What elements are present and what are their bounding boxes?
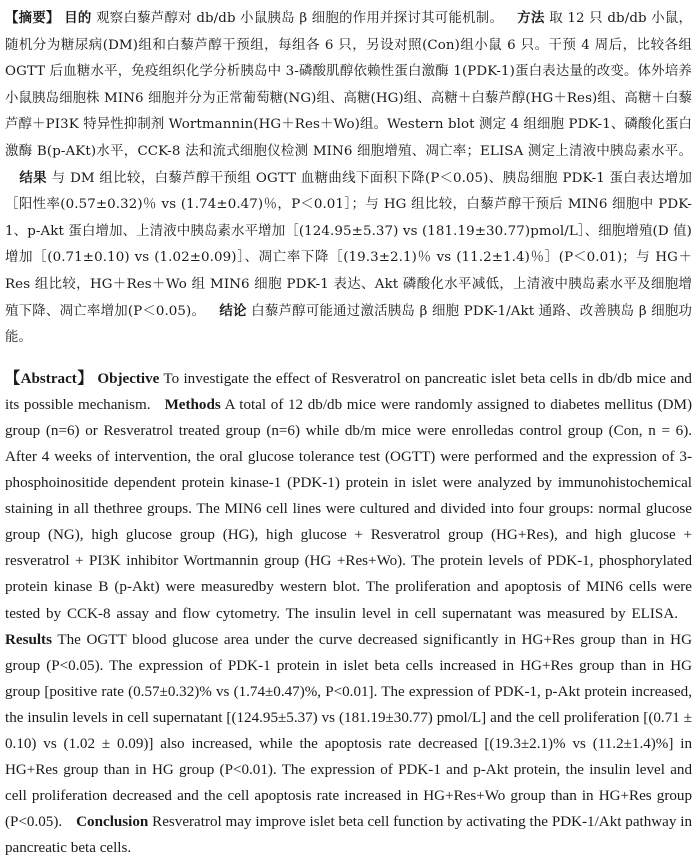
english-objective-heading: Objective: [97, 370, 160, 387]
english-conclusion-heading: Conclusion: [76, 814, 149, 831]
chinese-conclusion-text: 白藜芦醇可能通过激活胰岛 β 细胞 PDK-1/Akt 通路、改善胰岛 β 细胞功能。: [5, 303, 693, 346]
english-results-text: The OGTT blood glucose area under the curve decreased significantly in HG+Res group than in HG group (P<0.05). The expression of PDK-1 protein in islet beta cells increased in HG+Res group than in HG group [positive rate (0.57±0.32)% vs (1.74±0.47)%, P<0.01]. The expression of PDK-1, p-Akt protein increased, the insulin levels in cell supernatant [(124.95±5.37) vs (181.19±30.77) pmol/L] and the cell proliferation [(0.71 ± 0.10) vs (1.02 ± 0.09)] also increased, while the apoptosis rate decreased [(19.3±2.1)% vs (11.2±1.4)%] in HG+Res group than in HG group (P<0.01). The expression of PDK-1 and p-Akt protein, the insulin level and cell proliferation decreased and the cell apoptosis rate increased in HG+Res+Wo group than in HG+Res group (P<0.05).: [5, 631, 692, 831]
chinese-methods-text: 取 12 只 db/db 小鼠，随机分为糖尿病(DM)组和白藜芦醇干预组，每组各 6 只，另设对照(Con)组小鼠 6 只。干预 4 周后，比较各组 OGTT 后血糖水平，免疫组织化学分析胰岛中 3-磷酸肌醇依赖性蛋白激酶 1(PDK-1)蛋白表达量的改变。体外培养小鼠胰岛细胞株 MIN6 细胞并分为正常葡萄糖(NG)组、高糖(HG)组、高糖＋白藜芦醇(HG＋Res)组、高糖＋白藜芦醇＋PI3K 特异性抑制剂 Wortmannin(HG＋Res＋Wo)组。Western blot 测定 4 组细胞 PDK-1、磷酸化蛋白激酶 B(p-AKt)水平，CCK-8 法和流式细胞仪检测 MIN6 细胞增殖、凋亡率；ELISA 测定上清液中胰岛素水平。: [5, 11, 693, 159]
english-results-heading: Results: [5, 631, 52, 648]
chinese-results-heading: 结果: [19, 170, 47, 186]
chinese-abstract: [5, 6, 692, 352]
chinese-results-text: 与 DM 组比较，白藜芦醇干预组 OGTT 血糖曲线下面积下降(P＜0.05)、胰岛细胞 PDK-1 蛋白表达增加［阳性率(0.57±0.32)％ vs (1.74±0.47)％，P＜0.01］；与 HG 组比较，白藜芦醇干预后 MIN6 细胞中 PDK-1、p-Akt 蛋白增加、上清液中胰岛素水平增加［(124.95±5.37) vs (181.19±30.77)pmol/L］、细胞增殖(D 值)增加［(0.71±0.10) vs (1.02±0.09)］、凋亡率下降［(19.3±2.1)％ vs (11.2±1.4)％］(P＜0.01)；与 HG＋Res 组比较，HG＋Res＋Wo 组 MIN6 细胞 PDK-1 表达、Akt 磷酸化水平减低，上清液中胰岛素水平及细胞增殖下降、凋亡率增加(P＜0.05)。: [5, 170, 693, 319]
english-methods-heading: Methods: [164, 396, 221, 413]
chinese-objective-heading: 目的: [64, 11, 92, 26]
chinese-abstract-label: 【摘要】: [5, 11, 60, 26]
english-objective-text: To investigate the effect of Resveratrol on pancreatic islet beta cells in db/db mice and its possible mechanism.: [5, 370, 692, 413]
english-abstract: [5, 366, 692, 862]
chinese-objective-text: 观察白藜芦醇对 db/db 小鼠胰岛 β 细胞的作用并探讨其可能机制。: [96, 11, 504, 26]
chinese-conclusion-heading: 结论: [219, 303, 247, 319]
english-conclusion-text: Resveratrol may improve islet beta cell function by activating the PDK-1/Akt pathway in pancreatic beta cells.: [5, 814, 692, 857]
english-abstract-label: 【Abstract】: [5, 370, 93, 387]
english-methods-text: A total of 12 db/db mice were randomly assigned to diabetes mellitus (DM) group (n=6) or Resveratrol treated group (n=6) while db/m mice were enrolledas control group (Con, n = 6). After 4 weeks of intervention, the oral glucose tolerance test (OGTT) were performed and the expression of 3-phosphoinositide dependent protein kinase-1 (PDK-1) protein in islet were analyzed by immunohistochemical staining in all thethree groups. The MIN6 cell lines were cultured and divided into four groups: normal glucose group (NG), high glucose group (HG), high glucose + Resveratrol group (HG+Res), and high glucose + resveratrol + PI3K inhibitor Wortmannin group (HG +Res+Wo). The protein levels of PDK-1, phosphorylated protein kinase B (p-Akt) were measuredby western blot. The proliferation and apoptosis of MIN6 cells were tested by CCK-8 assay and flow cytometry. The insulin level in cell supernatant was measured by ELISA.: [5, 396, 693, 622]
chinese-methods-heading: 方法: [517, 11, 545, 26]
